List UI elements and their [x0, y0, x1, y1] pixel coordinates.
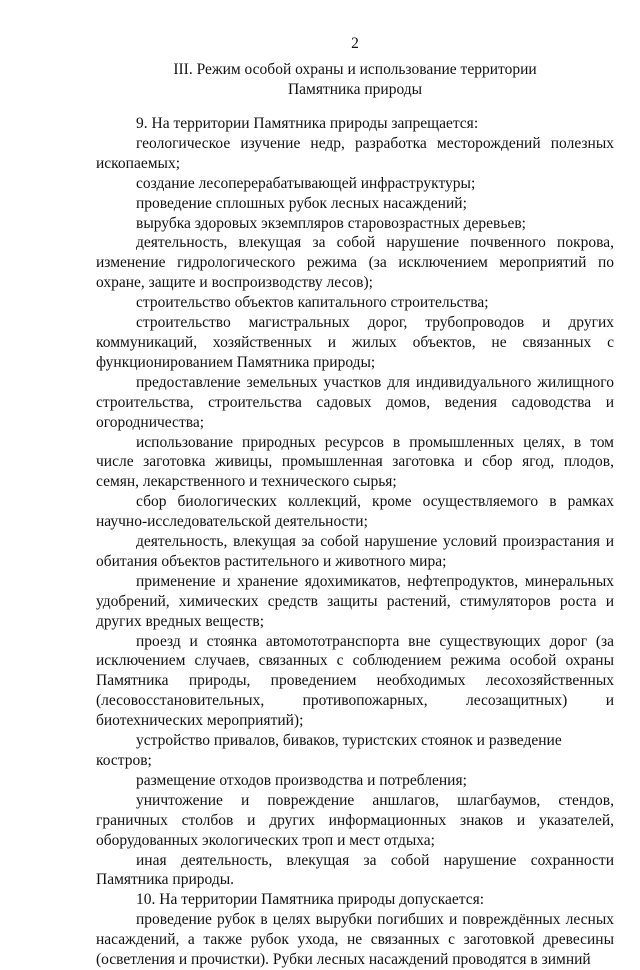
clause-9-item: вырубка здоровых экземпляров старовозрастных деревьев;	[136, 214, 526, 232]
clause-9-item: применение и хранение ядохимикатов, нефтепродуктов, минеральных удобрений, химических средств защиты растений, стимуляторов роста и других вредных веществ;	[96, 572, 614, 630]
clause-9-item: создание лесоперерабатывающей инфраструктуры;	[136, 174, 476, 192]
section-title-line-2: Памятника природы	[287, 81, 423, 98]
section-title-line-1: III. Режим особой охраны и использование территории	[173, 61, 537, 78]
clause-9-item: уничтожение и повреждение аншлагов, шлагбаумов, стендов, граничных столбов и других информационных знаков и указателей, оборудованных экологических троп и мест отдыха;	[96, 791, 614, 849]
clause-9-item: строительство магистральных дорог, трубопроводов и других коммуникаций, хозяйственных и жилых объектов, не связанных с функционированием Памятника природы;	[96, 314, 614, 371]
clause-9-item: использование природных ресурсов в промышленных целях, в том числе заготовка живицы, промышленная заготовка и сбор ягод, плодов, семян, лекарственного и технического сырья;	[96, 433, 614, 491]
document-body	[96, 114, 614, 970]
section-title	[96, 60, 614, 100]
clause-9-item: геологическое изучение недр, разработка месторождений полезных ископаемых;	[96, 134, 614, 172]
clause-9-item: деятельность, влекущая за собой нарушение условий произрастания и обитания объектов растительного и животного мира;	[96, 533, 614, 570]
clause-9-item: строительство объектов капитального строительства;	[136, 294, 489, 312]
clause-9-item: размещение отходов производства и потребления;	[136, 771, 467, 789]
clause-9-heading: 9. На территории Памятника природы запрещается:	[136, 115, 479, 132]
clause-9-item: предоставление земельных участков для индивидуального жилищного строительства, строительства садовых домов, ведения садоводства и огородничества;	[96, 373, 614, 431]
clause-9-item: проезд и стоянка автомототранспорта вне существующих дорог (за исключением случаев, связанных с соблюдением режима особой охраны Памятника природы, проведением необходимых лесохозяйственных (лесовосстановительных, противопожарных, лесозащитных) и биотехнических мероприятий);	[96, 632, 614, 730]
clause-10-item: проведение рубок в целях вырубки погибших и повреждённых лесных насаждений, а также рубок ухода, не связанных с заготовкой древесины (осветления и прочистки). Рубки лесных насаждений проводятся в зимний	[96, 911, 614, 969]
clause-10-heading: 10. На территории Памятника природы допускается:	[136, 891, 485, 909]
clause-9-item: проведение сплошных рубок лесных насаждений;	[136, 194, 467, 212]
clause-9-item: устройство привалов, биваков, туристских стоянок и разведение костров;	[96, 732, 562, 769]
clause-9-item: деятельность, влекущая за собой нарушение почвенного покрова, изменение гидрологического режима (за исключением мероприятий по охране, защите и воспроизводству лесов);	[96, 234, 614, 292]
clause-9-item: сбор биологических коллекций, кроме осуществляемого в рамках научно-исследовательской деятельности;	[96, 493, 614, 531]
clause-9-item: иная деятельность, влекущая за собой нарушение сохранности Памятника природы.	[96, 851, 614, 889]
page-number: 2	[351, 35, 359, 52]
